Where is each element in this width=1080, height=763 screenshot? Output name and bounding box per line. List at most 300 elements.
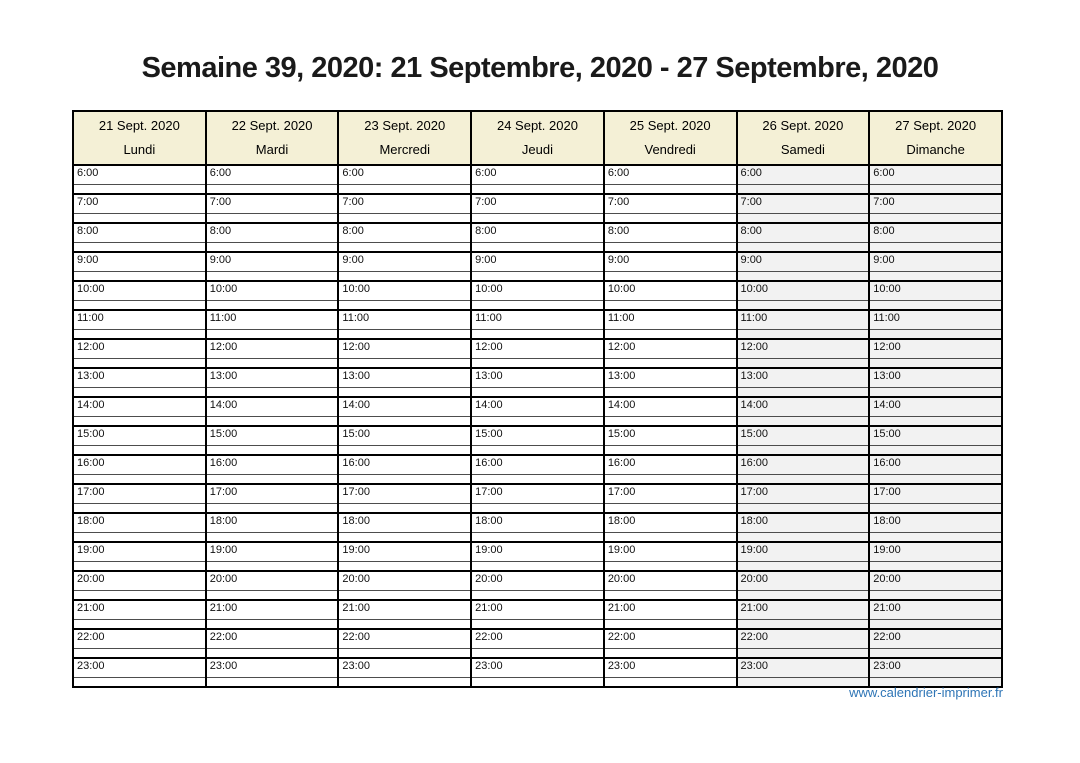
empty-slot-cell (604, 562, 737, 572)
empty-slot-row (73, 562, 1002, 572)
time-cell: 19:00 (869, 542, 1002, 562)
time-cell: 20:00 (206, 571, 339, 591)
empty-slot-cell (73, 330, 206, 340)
empty-slot-cell (737, 214, 870, 224)
day-header-mercredi (338, 111, 471, 165)
time-cell: 18:00 (471, 513, 604, 533)
empty-slot-cell (869, 388, 1002, 398)
empty-slot-cell (73, 301, 206, 311)
time-cell: 23:00 (73, 658, 206, 678)
time-cell: 15:00 (604, 426, 737, 446)
website-link[interactable]: www.calendrier-imprimer.fr (849, 685, 1003, 700)
time-cell: 11:00 (338, 310, 471, 330)
empty-slot-cell (206, 562, 339, 572)
empty-slot-cell (604, 359, 737, 369)
empty-slot-row (73, 649, 1002, 659)
empty-slot-cell (737, 417, 870, 427)
empty-slot-cell (737, 475, 870, 485)
time-cell: 22:00 (737, 629, 870, 649)
empty-slot-cell (73, 562, 206, 572)
empty-slot-cell (737, 533, 870, 543)
empty-slot-cell (604, 388, 737, 398)
time-cell: 19:00 (471, 542, 604, 562)
time-cell: 9:00 (338, 252, 471, 272)
time-cell: 20:00 (604, 571, 737, 591)
time-cell: 23:00 (604, 658, 737, 678)
empty-slot-row (73, 591, 1002, 601)
time-row (73, 252, 1002, 272)
empty-slot-cell (471, 591, 604, 601)
empty-slot-cell (604, 591, 737, 601)
time-cell: 14:00 (604, 397, 737, 417)
time-cell: 13:00 (206, 368, 339, 388)
empty-slot-cell (206, 591, 339, 601)
empty-slot-cell (338, 475, 471, 485)
empty-slot-cell (73, 214, 206, 224)
time-cell: 15:00 (471, 426, 604, 446)
day-header-samedi (737, 111, 870, 165)
time-cell: 8:00 (471, 223, 604, 243)
time-cell: 15:00 (73, 426, 206, 446)
time-cell: 19:00 (737, 542, 870, 562)
day-header-row (73, 111, 1002, 165)
time-cell: 13:00 (471, 368, 604, 388)
time-cell: 18:00 (737, 513, 870, 533)
time-cell: 23:00 (206, 658, 339, 678)
time-cell: 17:00 (471, 484, 604, 504)
time-cell: 21:00 (338, 600, 471, 620)
time-cell: 20:00 (737, 571, 870, 591)
time-row (73, 629, 1002, 649)
empty-slot-cell (471, 243, 604, 253)
empty-slot-cell (471, 388, 604, 398)
empty-slot-cell (338, 272, 471, 282)
empty-slot-cell (604, 475, 737, 485)
empty-slot-cell (73, 417, 206, 427)
time-cell: 6:00 (338, 165, 471, 185)
time-row (73, 455, 1002, 475)
time-row (73, 600, 1002, 620)
empty-slot-cell (471, 620, 604, 630)
time-cell: 14:00 (737, 397, 870, 417)
empty-slot-cell (206, 388, 339, 398)
time-cell: 23:00 (869, 658, 1002, 678)
time-cell: 8:00 (604, 223, 737, 243)
time-cell: 7:00 (73, 194, 206, 214)
time-cell: 22:00 (869, 629, 1002, 649)
time-cell: 6:00 (737, 165, 870, 185)
time-cell: 17:00 (737, 484, 870, 504)
time-cell: 21:00 (206, 600, 339, 620)
time-row (73, 339, 1002, 359)
time-cell: 7:00 (737, 194, 870, 214)
time-cell: 14:00 (471, 397, 604, 417)
time-cell: 12:00 (604, 339, 737, 359)
empty-slot-cell (338, 446, 471, 456)
empty-slot-cell (869, 446, 1002, 456)
time-cell: 8:00 (73, 223, 206, 243)
empty-slot-cell (73, 649, 206, 659)
empty-slot-cell (338, 417, 471, 427)
empty-slot-cell (73, 504, 206, 514)
time-row (73, 658, 1002, 678)
empty-slot-cell (338, 533, 471, 543)
time-cell: 11:00 (471, 310, 604, 330)
day-date: 23 Sept. 2020 (364, 118, 446, 133)
time-cell: 12:00 (737, 339, 870, 359)
day-header-dimanche (869, 111, 1002, 165)
time-cell: 22:00 (338, 629, 471, 649)
time-row (73, 426, 1002, 446)
empty-slot-row (73, 301, 1002, 311)
empty-slot-cell (737, 591, 870, 601)
time-cell: 7:00 (471, 194, 604, 214)
empty-slot-cell (737, 388, 870, 398)
empty-slot-cell (604, 649, 737, 659)
time-cell: 16:00 (737, 455, 870, 475)
time-cell: 10:00 (73, 281, 206, 301)
time-cell: 10:00 (604, 281, 737, 301)
time-cell: 10:00 (869, 281, 1002, 301)
empty-slot-cell (206, 301, 339, 311)
empty-slot-cell (471, 417, 604, 427)
empty-slot-cell (73, 272, 206, 282)
time-cell: 17:00 (869, 484, 1002, 504)
empty-slot-cell (206, 243, 339, 253)
time-row (73, 194, 1002, 214)
empty-slot-cell (206, 359, 339, 369)
time-cell: 18:00 (338, 513, 471, 533)
time-cell: 20:00 (869, 571, 1002, 591)
empty-slot-cell (338, 388, 471, 398)
time-cell: 20:00 (338, 571, 471, 591)
empty-slot-cell (338, 214, 471, 224)
day-date: 26 Sept. 2020 (762, 118, 844, 133)
time-cell: 7:00 (869, 194, 1002, 214)
time-cell: 11:00 (604, 310, 737, 330)
time-cell: 16:00 (869, 455, 1002, 475)
time-cell: 10:00 (206, 281, 339, 301)
empty-slot-cell (604, 272, 737, 282)
day-date: 24 Sept. 2020 (496, 118, 578, 133)
empty-slot-cell (737, 649, 870, 659)
empty-slot-cell (604, 446, 737, 456)
time-cell: 14:00 (869, 397, 1002, 417)
time-cell: 13:00 (737, 368, 870, 388)
empty-slot-row (73, 533, 1002, 543)
empty-slot-cell (604, 330, 737, 340)
day-header-jeudi (471, 111, 604, 165)
time-row (73, 368, 1002, 388)
time-cell: 14:00 (206, 397, 339, 417)
time-cell: 11:00 (737, 310, 870, 330)
time-cell: 9:00 (737, 252, 870, 272)
day-name: Samedi (780, 142, 825, 157)
time-cell: 6:00 (604, 165, 737, 185)
empty-slot-cell (471, 446, 604, 456)
empty-slot-row (73, 475, 1002, 485)
time-cell: 18:00 (73, 513, 206, 533)
empty-slot-cell (604, 214, 737, 224)
empty-slot-cell (869, 620, 1002, 630)
empty-slot-cell (604, 301, 737, 311)
time-row (73, 513, 1002, 533)
empty-slot-cell (206, 446, 339, 456)
day-date: 25 Sept. 2020 (629, 118, 711, 133)
empty-slot-cell (338, 591, 471, 601)
time-cell: 10:00 (471, 281, 604, 301)
time-row (73, 165, 1002, 185)
time-row (73, 281, 1002, 301)
empty-slot-cell (471, 475, 604, 485)
empty-slot-row (73, 417, 1002, 427)
empty-slot-row (73, 446, 1002, 456)
time-cell: 7:00 (338, 194, 471, 214)
time-cell: 22:00 (206, 629, 339, 649)
time-cell: 19:00 (338, 542, 471, 562)
time-cell: 14:00 (73, 397, 206, 417)
time-cell: 16:00 (471, 455, 604, 475)
empty-slot-cell (604, 417, 737, 427)
empty-slot-cell (869, 301, 1002, 311)
time-cell: 17:00 (73, 484, 206, 504)
week-calendar-table (72, 110, 1003, 688)
footer (72, 684, 1003, 702)
empty-slot-cell (73, 475, 206, 485)
time-cell: 13:00 (73, 368, 206, 388)
day-name: Lundi (123, 142, 156, 157)
time-cell: 22:00 (604, 629, 737, 649)
empty-slot-cell (869, 272, 1002, 282)
empty-slot-cell (604, 533, 737, 543)
empty-slot-cell (73, 591, 206, 601)
empty-slot-cell (206, 620, 339, 630)
empty-slot-cell (869, 591, 1002, 601)
day-name: Dimanche (906, 142, 965, 157)
time-row (73, 571, 1002, 591)
time-cell: 9:00 (73, 252, 206, 272)
empty-slot-cell (471, 504, 604, 514)
empty-slot-cell (471, 214, 604, 224)
time-cell: 23:00 (737, 658, 870, 678)
empty-slot-row (73, 185, 1002, 195)
empty-slot-cell (737, 359, 870, 369)
empty-slot-cell (338, 620, 471, 630)
empty-slot-cell (471, 185, 604, 195)
empty-slot-cell (869, 185, 1002, 195)
time-cell: 12:00 (338, 339, 471, 359)
empty-slot-cell (604, 185, 737, 195)
time-cell: 14:00 (338, 397, 471, 417)
empty-slot-cell (206, 417, 339, 427)
empty-slot-cell (338, 359, 471, 369)
empty-slot-cell (73, 359, 206, 369)
time-cell: 23:00 (338, 658, 471, 678)
empty-slot-cell (604, 620, 737, 630)
empty-slot-cell (869, 359, 1002, 369)
empty-slot-cell (73, 446, 206, 456)
time-cell: 11:00 (206, 310, 339, 330)
day-date: 27 Sept. 2020 (895, 118, 977, 133)
time-cell: 16:00 (73, 455, 206, 475)
time-cell: 9:00 (471, 252, 604, 272)
empty-slot-cell (869, 330, 1002, 340)
empty-slot-cell (206, 504, 339, 514)
empty-slot-cell (206, 649, 339, 659)
time-cell: 18:00 (604, 513, 737, 533)
time-cell: 15:00 (737, 426, 870, 446)
empty-slot-cell (338, 330, 471, 340)
time-cell: 22:00 (471, 629, 604, 649)
time-cell: 21:00 (869, 600, 1002, 620)
empty-slot-cell (471, 301, 604, 311)
time-cell: 7:00 (206, 194, 339, 214)
time-cell: 23:00 (471, 658, 604, 678)
time-cell: 9:00 (604, 252, 737, 272)
time-cell: 15:00 (869, 426, 1002, 446)
empty-slot-cell (338, 301, 471, 311)
time-cell: 9:00 (869, 252, 1002, 272)
empty-slot-cell (869, 562, 1002, 572)
time-cell: 21:00 (471, 600, 604, 620)
time-cell: 13:00 (604, 368, 737, 388)
day-date: 21 Sept. 2020 (98, 118, 180, 133)
day-name: Vendredi (644, 142, 696, 157)
time-cell: 12:00 (73, 339, 206, 359)
time-cell: 22:00 (73, 629, 206, 649)
empty-slot-cell (73, 243, 206, 253)
time-cell: 15:00 (206, 426, 339, 446)
empty-slot-cell (869, 533, 1002, 543)
time-row (73, 310, 1002, 330)
time-cell: 19:00 (604, 542, 737, 562)
time-cell: 18:00 (206, 513, 339, 533)
time-cell: 13:00 (338, 368, 471, 388)
time-cell: 20:00 (471, 571, 604, 591)
time-cell: 18:00 (869, 513, 1002, 533)
empty-slot-cell (206, 185, 339, 195)
time-cell: 12:00 (869, 339, 1002, 359)
empty-slot-row (73, 504, 1002, 514)
empty-slot-cell (869, 504, 1002, 514)
time-cell: 16:00 (338, 455, 471, 475)
time-cell: 17:00 (338, 484, 471, 504)
page-title: Semaine 39, 2020: 21 Septembre, 2020 - 27 Septembre, 2020 (141, 52, 939, 84)
empty-slot-cell (737, 446, 870, 456)
time-cell: 8:00 (737, 223, 870, 243)
empty-slot-row (73, 620, 1002, 630)
empty-slot-cell (737, 243, 870, 253)
empty-slot-cell (73, 185, 206, 195)
empty-slot-cell (471, 359, 604, 369)
empty-slot-cell (737, 272, 870, 282)
empty-slot-cell (737, 330, 870, 340)
time-cell: 10:00 (338, 281, 471, 301)
empty-slot-cell (338, 504, 471, 514)
empty-slot-cell (471, 272, 604, 282)
time-cell: 19:00 (206, 542, 339, 562)
time-row (73, 223, 1002, 243)
empty-slot-cell (338, 562, 471, 572)
empty-slot-cell (471, 649, 604, 659)
empty-slot-cell (338, 185, 471, 195)
empty-slot-cell (471, 562, 604, 572)
empty-slot-cell (338, 243, 471, 253)
time-cell: 12:00 (206, 339, 339, 359)
time-cell: 6:00 (206, 165, 339, 185)
day-header-lundi (73, 111, 206, 165)
empty-slot-cell (737, 301, 870, 311)
time-cell: 6:00 (869, 165, 1002, 185)
time-cell: 8:00 (869, 223, 1002, 243)
empty-slot-cell (604, 504, 737, 514)
time-cell: 6:00 (471, 165, 604, 185)
empty-slot-cell (869, 475, 1002, 485)
empty-slot-cell (869, 214, 1002, 224)
time-cell: 9:00 (206, 252, 339, 272)
day-name: Mercredi (379, 142, 431, 157)
time-cell: 17:00 (206, 484, 339, 504)
time-cell: 16:00 (604, 455, 737, 475)
time-cell: 11:00 (73, 310, 206, 330)
empty-slot-cell (206, 533, 339, 543)
empty-slot-cell (73, 533, 206, 543)
time-cell: 17:00 (604, 484, 737, 504)
empty-slot-cell (206, 475, 339, 485)
time-cell: 13:00 (869, 368, 1002, 388)
time-cell: 6:00 (73, 165, 206, 185)
time-cell: 19:00 (73, 542, 206, 562)
empty-slot-cell (737, 185, 870, 195)
empty-slot-row (73, 272, 1002, 282)
empty-slot-cell (206, 214, 339, 224)
empty-slot-row (73, 243, 1002, 253)
empty-slot-cell (869, 243, 1002, 253)
time-cell: 10:00 (737, 281, 870, 301)
empty-slot-cell (73, 388, 206, 398)
empty-slot-cell (737, 562, 870, 572)
day-header-vendredi (604, 111, 737, 165)
time-row (73, 397, 1002, 417)
empty-slot-cell (869, 649, 1002, 659)
time-cell: 8:00 (338, 223, 471, 243)
day-date: 22 Sept. 2020 (231, 118, 313, 133)
time-cell: 15:00 (338, 426, 471, 446)
empty-slot-cell (737, 504, 870, 514)
empty-slot-row (73, 330, 1002, 340)
empty-slot-cell (471, 533, 604, 543)
time-row (73, 542, 1002, 562)
empty-slot-cell (737, 620, 870, 630)
empty-slot-cell (73, 620, 206, 630)
time-cell: 11:00 (869, 310, 1002, 330)
empty-slot-cell (206, 330, 339, 340)
empty-slot-row (73, 388, 1002, 398)
time-cell: 21:00 (737, 600, 870, 620)
time-cell: 12:00 (471, 339, 604, 359)
empty-slot-row (73, 214, 1002, 224)
time-cell: 20:00 (73, 571, 206, 591)
empty-slot-cell (869, 417, 1002, 427)
time-row (73, 484, 1002, 504)
day-name: Mardi (255, 142, 289, 157)
empty-slot-cell (604, 243, 737, 253)
time-cell: 8:00 (206, 223, 339, 243)
empty-slot-cell (206, 272, 339, 282)
empty-slot-cell (338, 649, 471, 659)
empty-slot-row (73, 359, 1002, 369)
time-cell: 7:00 (604, 194, 737, 214)
